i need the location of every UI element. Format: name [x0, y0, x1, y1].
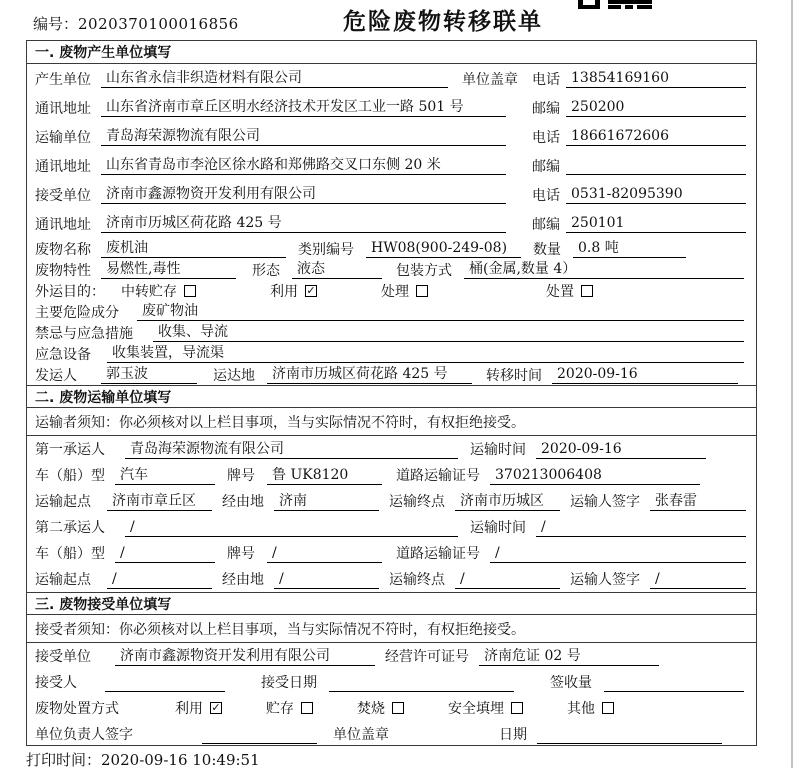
packaging-label: 包装方式 [396, 262, 452, 279]
producer-zip-group [532, 98, 746, 118]
receive-unit-value: 济南市鑫源物资开发利用有限公司 [101, 185, 506, 204]
second-carrier-value: / [125, 518, 458, 537]
producer-zip-value: 250200 [566, 98, 746, 117]
page-right-edge [791, 0, 793, 768]
receive-phone-value: 0531-82095390 [566, 185, 746, 204]
route-start-value: 济南市章丘区 [107, 492, 212, 511]
first-carrier-label: 第一承运人 [35, 442, 105, 458]
receive-phone-group [532, 185, 746, 205]
option-utilize: 利用 ✓ [175, 698, 222, 718]
via-value: 济南 [274, 492, 379, 511]
row-emergency-equipment [27, 343, 756, 364]
transport-time-value: / [536, 518, 746, 537]
checkbox-icon [301, 702, 313, 714]
transfer-form-table [26, 40, 757, 746]
plate-value: 鲁 UK8120 [267, 466, 382, 485]
transfer-time-label: 转移时间 [486, 367, 542, 384]
option-dispose: 处置 [546, 281, 593, 301]
receiver-notice-text: 接受者须知：你必须核对以上栏目事项，当与实际情况不符时，有权拒绝接受。 [35, 621, 525, 638]
address-label: 通讯地址 [35, 158, 91, 175]
second-carrier-label: 第二承运人 [35, 520, 105, 536]
via-value: / [274, 570, 379, 589]
row-vehicle1 [27, 462, 756, 488]
plate-value: / [267, 544, 382, 563]
waste-name-label: 废物名称 [35, 241, 91, 258]
section2-title: 二. 废物运输单位填写 [27, 385, 756, 408]
checkbox-icon [184, 285, 196, 297]
receive-unit-label: 接受单位 [35, 187, 91, 204]
transport-phone-group [532, 127, 746, 147]
road-license-label: 道路运输证号 [396, 546, 480, 562]
receive-address-value: 济南市历城区荷花路 425 号 [101, 214, 506, 233]
responsible-sign-label: 单位负责人签字 [35, 727, 133, 743]
via-label: 经由地 [222, 494, 264, 510]
route-start-value: / [107, 570, 212, 589]
qr-code-remnant [578, 0, 654, 10]
print-time-label: 打印时间： [26, 751, 102, 769]
waste-property-value: 易燃性,毒性 [101, 260, 236, 279]
disposal-method-label: 废物处置方式 [35, 701, 119, 717]
business-license-value: 济南危证 02 号 [479, 647, 659, 666]
qr-block [578, 0, 600, 9]
vehicle-type-value: 汽车 [115, 466, 215, 485]
producer-phone-value: 13854169160 [566, 69, 746, 88]
row-waste-property [27, 259, 756, 280]
emergency-equipment-value: 收集装置，导流渠 [107, 344, 744, 363]
accept-date-value [329, 673, 514, 692]
first-carrier-value: 青岛海荣源物流有限公司 [125, 440, 458, 459]
business-license-label: 经营许可证号 [385, 649, 469, 665]
form-state-label: 形态 [252, 262, 280, 279]
destination-value: 济南市历城区荷花路 425 号 [267, 365, 472, 384]
vehicle-type-value: / [115, 544, 215, 563]
category-code-value: HW08(900-249-08) [366, 239, 521, 258]
checkbox-icon [581, 285, 593, 297]
taboo-measures-label: 禁忌与应急措施 [35, 325, 133, 342]
section3-title: 三. 废物接受单位填写 [27, 592, 756, 615]
row-taboo-measures [27, 322, 756, 343]
taboo-measures-value: 收集、导流 [153, 323, 744, 342]
carrier-sign-value: / [650, 570, 746, 589]
serial-value: 2020370100016856 [78, 15, 239, 33]
page-title: 危险废物转移联单 [343, 9, 543, 35]
receipt-qty-label: 签收量 [550, 675, 592, 691]
unit-seal-label: 单位盖章 [333, 727, 389, 743]
checkbox-icon [511, 702, 523, 714]
phone-label: 电话 [532, 129, 560, 146]
receipt-qty-value [604, 673, 744, 692]
receive-zip-value: 250101 [566, 214, 746, 233]
row-receive-address [27, 209, 756, 238]
producer-address-value: 山东省济南市章丘区明水经济技术开发区工业一路 501 号 [101, 98, 506, 117]
transport-time-label: 运输时间 [470, 442, 526, 458]
row-transport-unit [27, 122, 756, 151]
vehicle-type-label: 车（船）型 [35, 468, 105, 484]
qr-block [625, 5, 633, 9]
acceptor-value [105, 673, 225, 692]
row-transporter-notice [27, 408, 756, 436]
road-license-value: / [490, 544, 746, 563]
dispatcher-value: 郭玉波 [101, 365, 197, 384]
row-transport-address [27, 151, 756, 180]
row-disposal-method [27, 695, 756, 721]
row-accept-unit [27, 643, 756, 669]
qr-block [637, 5, 652, 9]
address-label: 通讯地址 [35, 100, 91, 117]
route-end-value: 济南市历城区 [455, 492, 560, 511]
vehicle-type-label: 车（船）型 [35, 546, 105, 562]
carrier-sign-value: 张春雷 [650, 492, 746, 511]
zip-label: 邮编 [532, 158, 560, 175]
transport-time-label: 运输时间 [470, 520, 526, 536]
zip-label: 邮编 [532, 100, 560, 117]
road-license-label: 道路运输证号 [396, 468, 480, 484]
route-end-label: 运输终点 [389, 572, 445, 588]
row-route1 [27, 488, 756, 514]
checkbox-icon [392, 702, 404, 714]
row-waste-name [27, 238, 756, 259]
row-first-carrier [27, 436, 756, 462]
quantity-value: 0.8 吨 [573, 239, 686, 258]
route-end-label: 运输终点 [389, 494, 445, 510]
main-hazard-label: 主要危险成分 [35, 304, 119, 321]
accept-date-label: 接受日期 [261, 675, 317, 691]
purpose-label: 外运目的： [35, 283, 105, 300]
transfer-time-value: 2020-09-16 [552, 365, 738, 384]
producer-phone-group [532, 69, 746, 89]
row-producer-unit [27, 64, 756, 93]
producer-unit-label: 产生单位 [35, 71, 91, 88]
row-vehicle2 [27, 540, 756, 566]
destination-label: 运达地 [213, 367, 255, 384]
unit-seal-label: 单位盖章 [462, 71, 518, 88]
zip-label: 邮编 [532, 216, 560, 233]
transport-unit-label: 运输单位 [35, 129, 91, 146]
accept-unit-label: 接受单位 [35, 649, 91, 665]
qr-block [608, 5, 621, 9]
form-state-value: 液态 [292, 260, 382, 279]
option-utilize: 利用 ✓ [270, 281, 317, 301]
phone-label: 电话 [532, 71, 560, 88]
accept-unit-value: 济南市鑫源物资开发利用有限公司 [115, 647, 375, 666]
dispatcher-label: 发运人 [35, 367, 77, 384]
transport-address-value: 山东省青岛市李沧区徐水路和郑佛路交叉口东侧 20 米 [101, 156, 506, 175]
transport-phone-value: 18661672606 [566, 127, 746, 146]
plate-label: 牌号 [227, 546, 255, 562]
print-time-line [26, 749, 260, 770]
route-start-label: 运输起点 [35, 572, 91, 588]
route-start-label: 运输起点 [35, 494, 91, 510]
date-value [537, 725, 722, 744]
main-hazard-value: 废矿物油 [137, 302, 744, 321]
section1-title: 一. 废物产生单位填写 [27, 41, 756, 64]
transport-unit-value: 青岛海荣源物流有限公司 [101, 127, 506, 146]
address-label: 通讯地址 [35, 216, 91, 233]
serial-label: 编号： [33, 15, 79, 33]
plate-label: 牌号 [227, 468, 255, 484]
quantity-label: 数量 [533, 241, 561, 258]
row-receiver-notice [27, 615, 756, 643]
checkbox-checked-icon [305, 285, 317, 297]
row-responsible-sign [27, 721, 756, 747]
acceptor-label: 接受人 [35, 675, 77, 691]
row-dispatcher [27, 364, 756, 385]
transport-zip-group [532, 156, 746, 176]
option-landfill: 安全填埋 [448, 698, 523, 718]
row-transfer-purpose [27, 280, 756, 301]
responsible-sign-value [202, 725, 317, 744]
checkbox-icon [416, 285, 428, 297]
option-storage: 贮存 [266, 698, 313, 718]
print-time-value: 2020-09-16 10:49:51 [101, 751, 260, 769]
option-treat: 处理 [381, 281, 428, 301]
row-route2 [27, 566, 756, 592]
route-end-value: / [455, 570, 560, 589]
row-receive-unit [27, 180, 756, 209]
waste-property-label: 废物特性 [35, 262, 91, 279]
option-transfer-storage: 中转贮存 [121, 281, 196, 301]
via-label: 经由地 [222, 572, 264, 588]
date-label: 日期 [499, 727, 527, 743]
emergency-equipment-label: 应急设备 [35, 346, 91, 363]
row-producer-address [27, 93, 756, 122]
road-license-value: 370213006408 [490, 466, 700, 485]
row-acceptor [27, 669, 756, 695]
waste-name-value: 废机油 [101, 239, 286, 258]
qr-block [608, 0, 652, 4]
checkbox-icon [602, 702, 614, 714]
option-incinerate: 焚烧 [357, 698, 404, 718]
transport-zip-value [566, 156, 746, 175]
carrier-sign-label: 运输人签字 [570, 572, 640, 588]
producer-unit-value: 山东省永信非织造材料有限公司 [101, 69, 448, 88]
receive-zip-group [532, 214, 746, 234]
carrier-sign-label: 运输人签字 [570, 494, 640, 510]
row-main-hazard [27, 301, 756, 322]
phone-label: 电话 [532, 187, 560, 204]
row-second-carrier [27, 514, 756, 540]
category-code-label: 类别编号 [298, 241, 354, 258]
transport-time-value: 2020-09-16 [536, 440, 706, 459]
transporter-notice-text: 运输者须知：你必须核对以上栏目事项，当与实际情况不符时，有权拒绝接受。 [35, 414, 525, 431]
option-other: 其他 [567, 698, 614, 718]
checkbox-checked-icon [210, 702, 222, 714]
packaging-value: 桶(金属,数量 4） [464, 260, 744, 279]
